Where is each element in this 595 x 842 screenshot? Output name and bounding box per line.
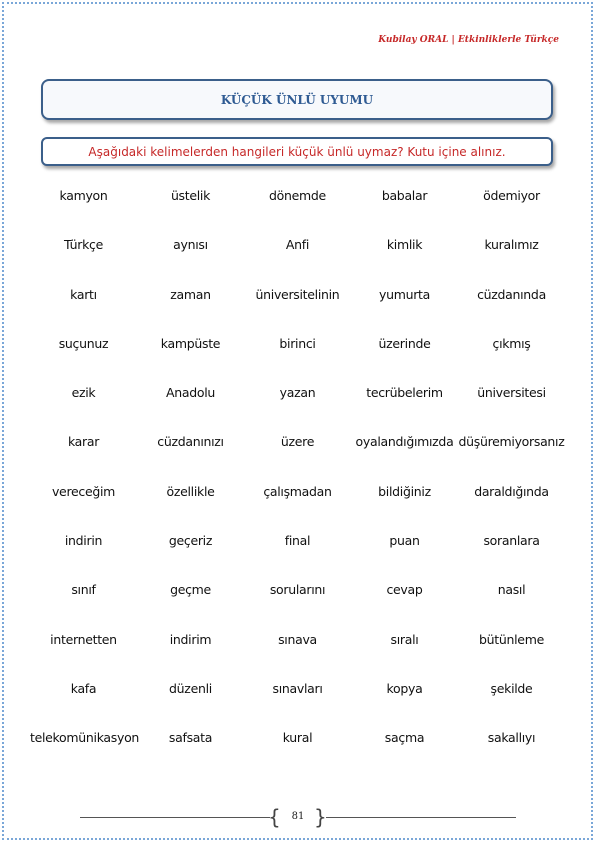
word-item: Anadolu [165, 385, 215, 401]
word-item: kamyon [59, 188, 108, 203]
word-item: saçma [384, 730, 425, 746]
word-item: kopya [386, 680, 423, 696]
word-item: soranlara [483, 533, 540, 549]
word-item: kampüste [160, 335, 221, 351]
word-item: aynısı [173, 237, 208, 253]
word-item: zaman [170, 286, 211, 302]
word-item: üzere [280, 434, 315, 450]
word-item: indirin [64, 533, 103, 549]
word-item: kuralımız [484, 237, 539, 253]
word-item: Anfi [285, 237, 310, 253]
instruction-text: Aşağıdaki kelimelerden hangileri küçük ünlü uymaz? Kutu içine alınız. [88, 144, 506, 159]
word-item: telekomünikasyon [30, 730, 140, 746]
word-item: üniversitesi [477, 385, 546, 401]
word-item: final [284, 533, 311, 549]
word-item: kartı [70, 286, 97, 302]
word-item: geçme [170, 582, 211, 598]
word-item: vereceğim [51, 483, 116, 499]
word-item: babalar [381, 188, 428, 203]
word-item: indirim [169, 631, 212, 647]
word-item: ezik [71, 385, 96, 401]
word-item: puan [389, 533, 420, 549]
word-item: nasıl [497, 582, 526, 598]
word-item: üniversitelinin [255, 286, 340, 302]
word-item: kimlik [386, 237, 423, 253]
word-item: kafa [70, 680, 97, 696]
word-item: kural [282, 730, 313, 746]
word-item: dönemde [269, 188, 326, 203]
footer-rule-left [80, 817, 270, 818]
word-item: geçeriz [168, 533, 213, 549]
instruction-box [41, 137, 553, 166]
word-item: sıralı [390, 631, 419, 647]
word-item: safsata [168, 730, 213, 746]
word-item: cüzdanında [477, 286, 546, 302]
word-item: yazan [279, 385, 316, 401]
word-item: cevap [386, 582, 423, 598]
word-item: bildiğiniz [378, 483, 431, 499]
word-item: üzerinde [378, 335, 431, 351]
word-item: sorularını [269, 582, 326, 598]
brace-left-icon: { [268, 805, 281, 829]
word-item: daraldığında [474, 483, 549, 499]
word-item: tecrübelerim [366, 385, 443, 401]
word-item: sakallıyı [487, 730, 536, 746]
footer [0, 804, 595, 832]
word-item: çıkmış [492, 335, 531, 351]
word-item: Türkçe [64, 237, 103, 253]
word-grid [30, 184, 565, 776]
word-item: cüzdanınızı [157, 434, 224, 450]
word-item: yumurta [378, 286, 431, 302]
word-item: suçunuz [58, 335, 109, 351]
word-item: düşüremiyorsanız [458, 434, 565, 450]
word-item: sınıf [71, 582, 96, 598]
brace-right-icon: } [314, 805, 327, 829]
page-title: KÜÇÜK ÜNLÜ UYUMU [220, 92, 374, 107]
word-item: çalışmadan [263, 483, 332, 499]
word-item: sınavları [272, 680, 323, 696]
word-item: karar [67, 434, 100, 450]
word-item: sınava [278, 631, 317, 647]
word-item: üstelik [170, 188, 211, 203]
word-item: bütünleme [479, 631, 544, 647]
footer-rule-right [326, 817, 516, 818]
word-item: şekilde [490, 680, 533, 696]
page-number: 81 [291, 811, 305, 822]
word-item: ödemiyor [483, 188, 540, 203]
word-item: özellikle [166, 483, 215, 499]
title-box [41, 79, 553, 120]
header-author-book: Kubilay ORAL | Etkinliklerle Türkçe [378, 35, 559, 45]
word-item: oyalandığımızda [355, 434, 454, 450]
word-item: internetten [50, 631, 117, 647]
word-item: düzenli [169, 680, 212, 696]
word-item: birinci [279, 335, 316, 351]
